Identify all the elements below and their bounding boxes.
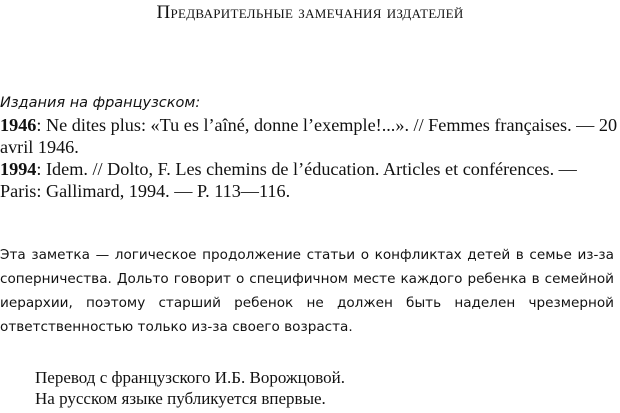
edition-entry-1946 bbox=[0, 114, 618, 158]
edition-citation: : Idem. // Dolto, F. Les chemins de l’éducation. Articles et conférences. — Paris: Gallimard, 1994. — P. 113—116. bbox=[0, 159, 577, 201]
editorial-note: Эта заметка — логическое продолжение статьи о конфликтах детей в семье из-за соперничества. Дольто говорит о специфичном месте каждого ребенка в семейной иерархии, поэтому старший ребенок не должен быть наделен чрезмерной ответственностью только из-за своего возраста. bbox=[0, 247, 614, 335]
publication-line: На русском языке публикуется впервые. bbox=[35, 389, 326, 408]
translator-line: Перевод с французского И.Б. Ворожцовой. bbox=[35, 368, 346, 387]
edition-entry-1994 bbox=[0, 158, 618, 202]
edition-citation: : Ne dites plus: «Tu es l’aîné, donne l’exemple!...». // Femmes françaises. — 20 avril 1946. bbox=[0, 115, 618, 157]
edition-year: 1946 bbox=[0, 115, 37, 135]
edition-year: 1994 bbox=[0, 159, 37, 179]
translator-credit bbox=[35, 367, 345, 409]
editions-heading: Издания на французском: bbox=[0, 95, 201, 111]
editions-section bbox=[0, 92, 618, 202]
page-title: Предварительные замечания издателей bbox=[156, 2, 464, 23]
